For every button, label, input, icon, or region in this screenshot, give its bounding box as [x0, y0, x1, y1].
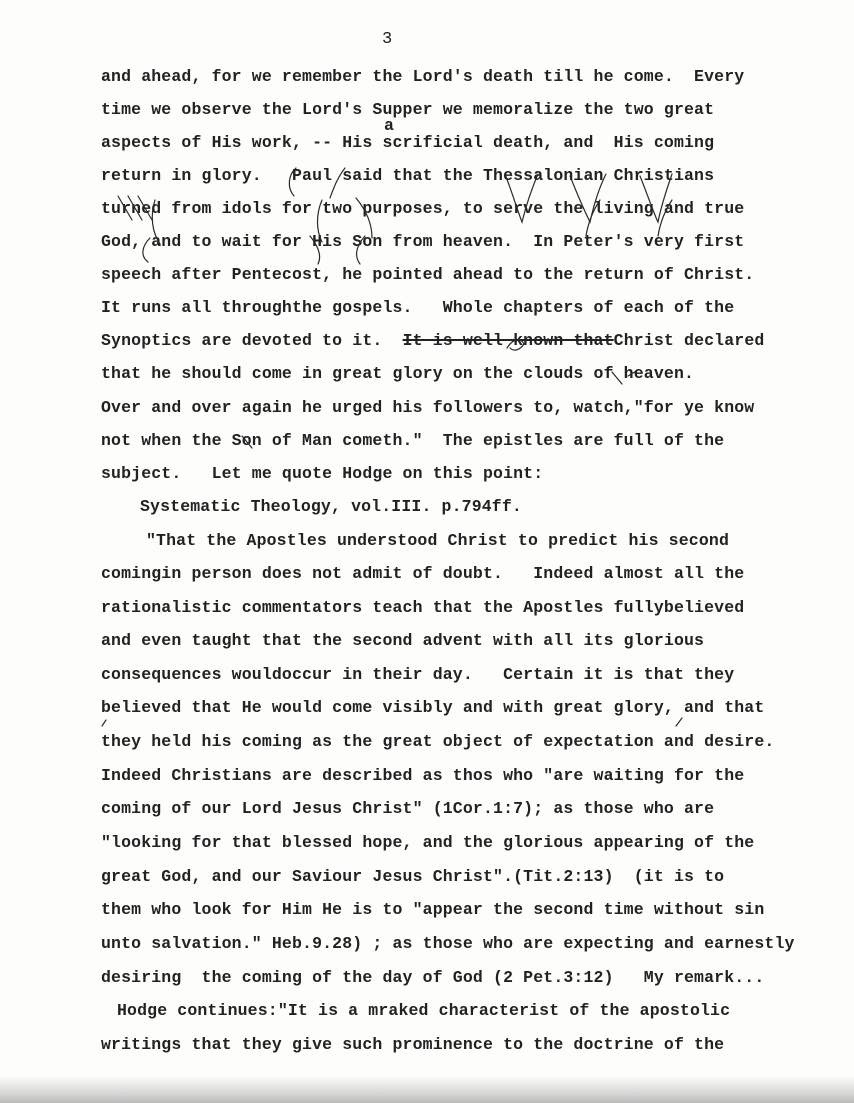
- text-line-13: subject. Let me quote Hodge on this point:: [101, 464, 544, 483]
- text-line-11: Over and over again he urged his followers to, watch,"for ye know: [101, 398, 755, 417]
- text-line-1: and ahead, for we remember the Lord's death till he come. Every: [101, 67, 745, 86]
- text-line-6: God, and to wait for His Son from heaven. In Peter's very first: [101, 232, 745, 251]
- quote-line-5: consequences wouldoccur in their day. Certain it is that they: [101, 665, 735, 684]
- text-line-9-start: Synoptics are devoted to it.: [101, 331, 383, 350]
- citation-line: Systematic Theology, vol.III. p.794ff.: [140, 497, 522, 516]
- quote-line-13: unto salvation." Heb.9.28) ; as those who are expecting and earnestly: [101, 934, 795, 953]
- quote-line-2: comingin person does not admit of doubt. Indeed almost all the: [101, 564, 745, 583]
- text-line-2: time we observe the Lord's Supper we memoralize the two great: [101, 100, 715, 119]
- text-line-12: not when the Son of Man cometh." The epistles are full of the: [101, 431, 725, 450]
- inserted-letter: a: [384, 116, 395, 135]
- quote-line-14: desiring the coming of the day of God (2 Pet.3:12) My remark...: [101, 968, 765, 987]
- text-line-4: return in glory. Paul said that the Thessalonian Christians: [101, 166, 715, 185]
- quote-line-11: great God, and our Saviour Jesus Christ".(Tit.2:13) (it is to: [101, 867, 725, 886]
- text-line-7: speech after Pentecost, he pointed ahead to the return of Christ.: [101, 265, 755, 284]
- quote-line-3: rationalistic commentators teach that the Apostles fullybelieved: [101, 598, 745, 617]
- text-line-8: It runs all throughthe gospels. Whole chapters of each of the: [101, 298, 735, 317]
- text-line-9-end: Christ declared: [613, 331, 765, 350]
- pen-mark: [102, 720, 106, 726]
- quote-line-12: them who look for Him He is to "appear the second time without sin: [101, 900, 765, 919]
- pen-mark: [676, 718, 682, 726]
- quote-line-1: "That the Apostles understood Christ to predict his second: [146, 531, 729, 550]
- quote-line-6: believed that He would come visibly and with great glory, and that: [101, 698, 765, 717]
- quote-line-9: coming of our Lord Jesus Christ" (1Cor.1:7); as those who are: [101, 799, 715, 818]
- struck-out-text: It is well known that: [402, 331, 614, 350]
- quote-line-7: they held his coming as the great object of expectation and desire.: [101, 732, 775, 751]
- text-line-3: aspects of His work, -- His scrificial death, and His coming: [101, 133, 715, 152]
- quote-line-8: Indeed Christians are described as thos who "are waiting for the: [101, 766, 745, 785]
- text-line-9: [101, 331, 764, 351]
- quote-line-10: "looking for that blessed hope, and the glorious appearing of the: [101, 833, 755, 852]
- text-line-14: Hodge continues:"It is a mraked characterist of the apostolic: [117, 1001, 731, 1020]
- text-line-10: that he should come in great glory on the clouds of heaven.: [101, 364, 695, 383]
- text-line-5: turned from idols for two purposes, to serve the living and true: [101, 199, 745, 218]
- page-number: 3: [382, 30, 393, 49]
- text-line-15: writings that they give such prominence to the doctrine of the: [101, 1035, 725, 1054]
- scan-shadow: [0, 1075, 854, 1103]
- quote-line-4: and even taught that the second advent with all its glorious: [101, 631, 705, 650]
